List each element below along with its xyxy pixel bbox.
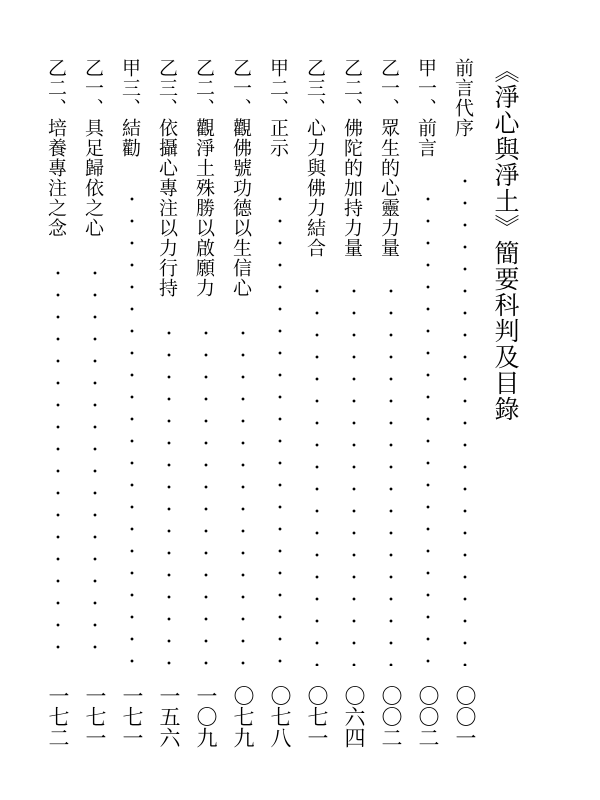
toc-entry	[228, 58, 258, 748]
dot-leader	[277, 188, 283, 666]
toc-entry	[376, 58, 406, 748]
toc-entry-label: 甲二、正示	[267, 58, 289, 158]
toc-entry-label: 甲三、結勸	[119, 58, 141, 158]
toc-entry	[302, 58, 332, 748]
dot-leader	[388, 280, 394, 666]
toc-entry	[154, 58, 184, 748]
dot-leader	[166, 322, 172, 666]
toc-entry-label: 乙二、佛陀的加持力量	[341, 58, 363, 258]
toc-entry	[339, 58, 369, 748]
dot-leader	[203, 322, 209, 666]
toc-entry-page: 一七二	[46, 685, 70, 748]
toc-entry-label: 乙二、培養專注之念	[45, 58, 67, 238]
toc-entry-page: 〇七一	[305, 685, 329, 748]
toc-entry-page: 一七一	[83, 685, 107, 748]
toc-entry-page: 〇七九	[231, 685, 255, 748]
toc-entry-label: 乙三、依攝心專注以力行持	[156, 58, 178, 298]
toc-entry	[43, 58, 73, 748]
toc-entry-page: 〇〇二	[416, 685, 440, 748]
toc-entry-label: 前言代序	[452, 58, 474, 138]
toc-entry	[450, 58, 480, 748]
toc-entry-page: 〇〇一	[453, 685, 477, 748]
dot-leader	[314, 280, 320, 666]
toc-entry-page: 〇七八	[268, 685, 292, 748]
dot-leader	[240, 322, 246, 666]
dot-leader	[92, 262, 98, 666]
toc-entry-page: 一七一	[120, 685, 144, 748]
dot-leader	[129, 188, 135, 666]
dot-leader	[351, 280, 357, 666]
dot-leader	[462, 170, 468, 666]
toc-entry-page: 〇六四	[342, 685, 366, 748]
toc-entry	[80, 58, 110, 748]
toc-entry-label: 乙三、心力與佛力結合	[304, 58, 326, 258]
dot-leader	[55, 262, 61, 666]
dot-leader	[425, 188, 431, 666]
toc-entry-label: 乙一、觀佛號功德以生信心	[230, 58, 252, 298]
toc-entry-label: 乙一、眾生的心靈力量	[378, 58, 400, 258]
toc-entry	[413, 58, 443, 748]
toc-entry-label: 乙二、觀淨土殊勝以啟願力	[193, 58, 215, 298]
toc-entry	[117, 58, 147, 748]
toc-entry-label: 甲一、前言	[415, 58, 437, 158]
toc-entry	[265, 58, 295, 748]
toc-title: 《淨心與淨土》簡要科判及目錄	[491, 58, 520, 422]
toc-entry-page: 一五六	[157, 685, 181, 748]
toc-entry	[191, 58, 221, 748]
toc-entry-page: 〇〇二	[379, 685, 403, 748]
toc-entry-page: 一〇九	[194, 685, 218, 748]
toc-entry-label: 乙一、具足歸依之心	[82, 58, 104, 238]
